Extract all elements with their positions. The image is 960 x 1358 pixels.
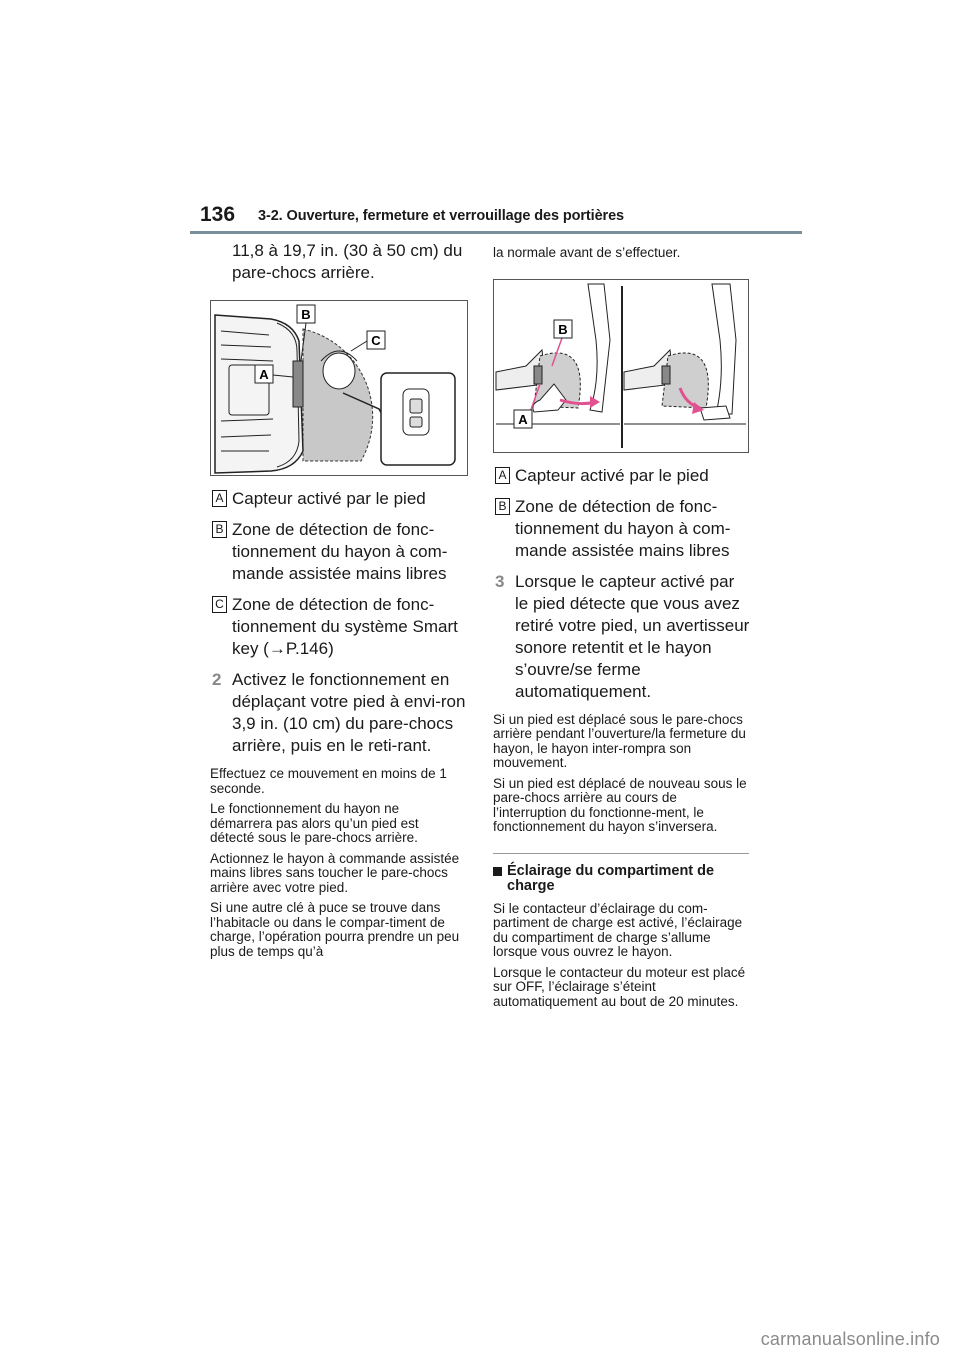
bumper-diagram <box>211 301 467 475</box>
badge-b: B <box>212 521 227 538</box>
illustration-rear-bumper-top-view <box>210 300 468 476</box>
label-a: A <box>518 411 528 427</box>
note: Le fonctionnement du hayon ne démarrera pas alors qu’un pied est détecté sous le pare-chocs arrière. <box>210 801 419 845</box>
leg-right <box>712 284 736 414</box>
step-2 <box>210 669 468 757</box>
page-header <box>190 203 802 235</box>
subsection-title: Éclairage du compartiment de charge <box>507 862 715 894</box>
note: Effectuez ce mouvement en moins de 1 seconde. <box>210 766 447 796</box>
car-rear-shape <box>215 315 303 473</box>
legend-text-a: Capteur activé par le pied <box>232 489 426 508</box>
legend-text-b: Zone de détection de fonc-tionnement du hayon à com-mande assistée mains libres <box>515 496 731 560</box>
illustration-foot-motion <box>493 279 749 453</box>
step-text: Activez le fonctionnement en déplaçant votre pied à envi-ron 3,9 in. (10 cm) du pare-chocs arrière, puis en le reti-rant. <box>232 670 466 755</box>
right-legend <box>493 465 751 562</box>
legend-item-a <box>210 488 468 510</box>
note: Si un pied est déplacé de nouveau sous le pare-chocs arrière au cours de l’interruption du fonctionne-ment, le fonctionnement du hayon s’inversera. <box>493 775 747 834</box>
note: Actionnez le hayon à commande assistée mains libres sans toucher le pare-chocs arrière avec votre pied. <box>210 850 460 895</box>
bullet-square-icon <box>493 867 502 876</box>
note: Si un pied est déplacé sous le pare-chocs arrière pendant l’ouverture/la fermeture du hayon, le hayon inter-rompra son mouvement. <box>493 711 746 770</box>
continued-text: la normale avant de s’effectuer. <box>493 245 681 260</box>
watermark: carmanualsonline.info <box>760 1329 940 1349</box>
person-head-shape <box>323 353 355 389</box>
legend-item-a <box>493 465 751 487</box>
step-3 <box>493 571 751 703</box>
foot-sensor-shape <box>293 361 303 407</box>
step-number: 3 <box>495 571 505 591</box>
page-number: 136 <box>200 203 236 226</box>
right-notes <box>493 713 747 835</box>
sensor-right <box>662 366 670 384</box>
legend-item-b <box>210 519 468 585</box>
note: Si le contacteur d’éclairage du com-partiment de charge est activé, l’éclairage du compartiment de charge s’allume lorsque vous ouvrez le hayon. <box>493 900 743 959</box>
continued-text: 11,8 à 19,7 in. (30 à 50 cm) du pare-chocs arrière. <box>232 241 463 282</box>
badge-a: A <box>212 490 227 507</box>
legend-text-a: Capteur activé par le pied <box>515 465 709 485</box>
foot-right <box>700 406 730 420</box>
section-title: 3-2. Ouverture, fermeture et verrouillage des portières <box>258 208 624 224</box>
label-b: B <box>558 321 568 337</box>
legend-text-b: Zone de détection de fonc-tionnement du hayon à com-mande assistée mains libres <box>232 520 448 583</box>
detection-zone-shape <box>303 329 373 461</box>
legend-item-b <box>493 496 751 562</box>
subsection-heading <box>493 864 751 894</box>
left-legend <box>210 488 468 660</box>
subsection-notes <box>493 902 747 1010</box>
badge-c: C <box>212 596 227 613</box>
foot-motion-diagram <box>494 280 748 452</box>
leg-left-1 <box>588 284 610 412</box>
note: Lorsque le contacteur du moteur est placé sur OFF, l’éclairage s’éteint automatiquement au bout de 20 minutes. <box>493 964 746 1009</box>
step-text: Lorsque le capteur activé par le pied détecte que vous avez retiré votre pied, un avertisseur sonore retentit et le hayon s’ouvre/se ferme automatiquement. <box>515 571 750 701</box>
note: Si une autre clé à puce se trouve dans l’habitacle ou dans le compar-timent de charge, l’opération pourra prendre un peu plus de temps qu’à <box>210 900 460 959</box>
legend-text-c: Zone de détection de fonc-tionnement du système Smart key (→P.146) <box>232 595 458 658</box>
legend-item-c <box>210 594 468 660</box>
step-number: 2 <box>212 670 222 689</box>
badge-b: B <box>495 498 510 515</box>
left-column <box>210 240 468 965</box>
section-divider <box>493 853 749 854</box>
label-b: B <box>301 307 311 322</box>
left-notes <box>210 767 460 959</box>
badge-a: A <box>495 467 510 484</box>
label-c: C <box>371 333 381 348</box>
header-rule <box>190 231 802 234</box>
label-a: A <box>259 367 269 382</box>
sensor-left <box>534 366 542 384</box>
right-column <box>493 240 751 1015</box>
